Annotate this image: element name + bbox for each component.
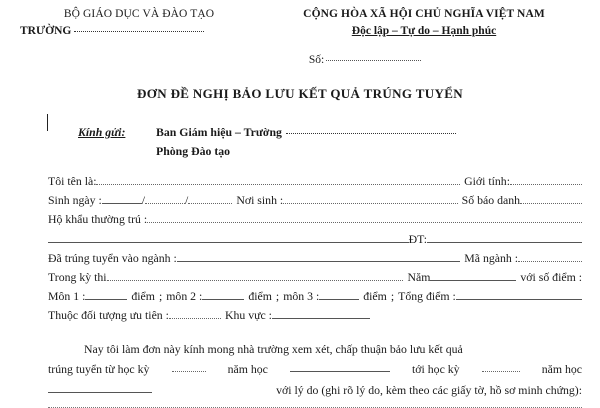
recipient-label: Kính gửi: bbox=[78, 124, 126, 139]
field-row-exam-session bbox=[48, 268, 582, 287]
point-unit-2: điểm bbox=[248, 288, 272, 303]
name-input-line[interactable] bbox=[96, 174, 460, 185]
phone-label: ĐT: bbox=[408, 231, 427, 246]
date-slash-2: / bbox=[185, 193, 189, 208]
admitted-major-input-line[interactable] bbox=[177, 251, 461, 262]
document-header bbox=[0, 0, 600, 40]
separator-1: ; bbox=[158, 288, 163, 303]
residence-input-line[interactable] bbox=[147, 212, 582, 223]
birth-year-input-line[interactable] bbox=[188, 193, 232, 204]
gender-label: Giới tính: bbox=[464, 174, 510, 189]
school-year-from-input-line[interactable] bbox=[290, 361, 390, 372]
request-paragraph bbox=[0, 339, 600, 400]
header-right-block bbox=[264, 6, 584, 40]
separator-2: ; bbox=[275, 288, 280, 303]
priority-label: Thuộc đối tượng ưu tiên : bbox=[48, 307, 169, 322]
paragraph-line-1 bbox=[48, 339, 582, 359]
field-row-major bbox=[48, 249, 582, 268]
field-row-residence bbox=[48, 210, 582, 229]
score-label: với số điểm : bbox=[520, 269, 582, 284]
school-fill-line[interactable] bbox=[74, 31, 204, 32]
major-code-input-line[interactable] bbox=[518, 251, 582, 262]
country-name: CỘNG HÒA XÃ HỘI CHỦ NGHĨA VIỆT NAM bbox=[303, 8, 545, 20]
point-unit-1: điểm bbox=[131, 288, 155, 303]
school-year-from-label: năm học bbox=[227, 362, 268, 377]
semester-to-input-line[interactable] bbox=[482, 361, 520, 372]
phone-input-line[interactable] bbox=[427, 232, 582, 243]
field-row-priority bbox=[48, 306, 582, 325]
recipient-row-primary bbox=[78, 123, 600, 142]
area-input-line[interactable] bbox=[272, 308, 370, 319]
paragraph-line-3 bbox=[48, 380, 582, 400]
exam-number-input-line[interactable] bbox=[520, 193, 582, 204]
residence-label: Hộ khẩu thường trú : bbox=[48, 212, 148, 227]
semester-from-label: trúng tuyển từ học kỳ bbox=[48, 362, 150, 377]
priority-input-line[interactable] bbox=[169, 308, 221, 319]
recipient-fill-line[interactable] bbox=[286, 133, 456, 134]
form-fields bbox=[0, 172, 600, 325]
name-label: Tôi tên là: bbox=[48, 174, 97, 189]
recipient-block bbox=[0, 123, 600, 160]
page-title: ĐƠN ĐỀ NGHỊ BẢO LƯU KẾT QUẢ TRÚNG TUYỂN bbox=[137, 85, 463, 101]
separator-3: ; bbox=[390, 288, 395, 303]
date-slash-1: / bbox=[141, 193, 146, 208]
subject-2-input-line[interactable] bbox=[202, 289, 244, 300]
paragraph-line-1-text: Nay tôi làm đơn này kính mong nhà trường xem xét, chấp thuận bảo lưu kết quả bbox=[84, 342, 463, 357]
field-row-birth bbox=[48, 191, 582, 210]
admitted-major-label: Đã trúng tuyển vào ngành : bbox=[48, 250, 177, 265]
semester-to-label: tới học kỳ bbox=[412, 362, 460, 377]
paragraph-line-2 bbox=[48, 359, 582, 379]
document-number-label: Số: bbox=[308, 53, 325, 66]
total-score-input-line[interactable] bbox=[456, 289, 582, 300]
semester-from-input-line[interactable] bbox=[172, 361, 206, 372]
document-number-fill-line[interactable] bbox=[326, 60, 421, 61]
area-label: Khu vực : bbox=[224, 307, 272, 322]
text-cursor-caret bbox=[47, 114, 48, 131]
birthdate-label: Sinh ngày : bbox=[48, 193, 102, 208]
school-label: TRƯỜNG bbox=[20, 24, 72, 37]
subject-1-label: Môn 1 : bbox=[48, 288, 86, 303]
national-motto: Độc lập – Tự do – Hạnh phúc bbox=[351, 24, 497, 37]
school-name-row bbox=[14, 23, 264, 40]
exam-session-input-line[interactable] bbox=[107, 270, 404, 281]
major-code-label: Mã ngành : bbox=[464, 250, 518, 265]
birthplace-input-line[interactable] bbox=[283, 193, 457, 204]
year-input-line[interactable] bbox=[430, 270, 516, 281]
reason-label: với lý do (ghi rõ lý do, kèm theo các giấy tờ, hồ sơ minh chứng): bbox=[276, 382, 582, 397]
point-unit-3: điểm bbox=[363, 288, 387, 303]
gender-input-line[interactable] bbox=[510, 174, 582, 185]
document-number-row bbox=[0, 54, 600, 66]
recipient-line-2: Phòng Đào tạo bbox=[156, 143, 231, 158]
ministry-name: BỘ GIÁO DỤC VÀ ĐÀO TẠO bbox=[63, 8, 215, 20]
field-row-residence-continued bbox=[48, 230, 582, 249]
birth-month-input-line[interactable] bbox=[145, 193, 185, 204]
recipient-line-1: Ban Giám hiệu – Trường bbox=[156, 123, 456, 142]
subject-3-input-line[interactable] bbox=[319, 289, 359, 300]
recipient-row-secondary bbox=[78, 142, 600, 161]
year-label: Năm bbox=[407, 269, 431, 284]
field-row-name bbox=[48, 172, 582, 191]
subject-1-input-line[interactable] bbox=[85, 289, 127, 300]
school-year-to-label: năm học bbox=[541, 362, 583, 377]
residence-input-line-2[interactable] bbox=[48, 232, 409, 243]
header-left-block bbox=[14, 6, 264, 40]
birthplace-label: Nơi sinh : bbox=[236, 193, 284, 208]
field-row-subject-scores bbox=[48, 287, 582, 306]
birth-day-input-line[interactable] bbox=[102, 193, 142, 204]
exam-session-label: Trong kỳ thi bbox=[48, 269, 107, 284]
subject-3-label: môn 3 : bbox=[283, 288, 320, 303]
subject-2-label: môn 2 : bbox=[166, 288, 203, 303]
exam-number-label: Số báo danh bbox=[461, 193, 520, 208]
total-score-label: Tổng điểm : bbox=[398, 288, 456, 303]
school-year-to-input-line[interactable] bbox=[48, 382, 152, 393]
